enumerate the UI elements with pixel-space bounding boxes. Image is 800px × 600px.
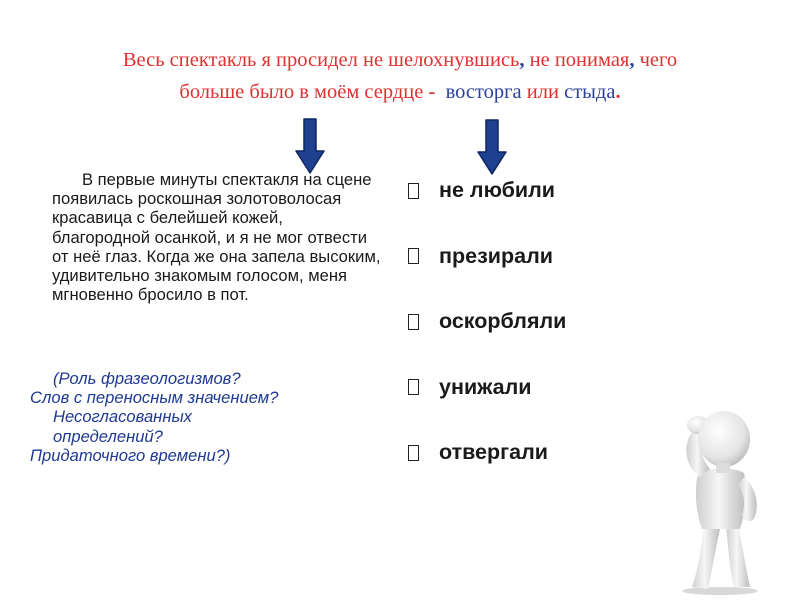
checkbox-bullet-icon bbox=[408, 379, 419, 395]
title-dash: - bbox=[428, 81, 436, 103]
synonym-list bbox=[408, 174, 668, 502]
slide-title bbox=[20, 44, 780, 108]
question-line: Несогласованных bbox=[53, 407, 192, 427]
title-highlight-delight: восторга bbox=[435, 81, 522, 103]
list-item-label: отвергали bbox=[439, 440, 548, 464]
arrow-down-icon bbox=[472, 118, 512, 178]
title-text: не понимая bbox=[524, 49, 630, 71]
title-text: или bbox=[521, 81, 565, 103]
list-item bbox=[408, 174, 668, 207]
title-text: чего bbox=[634, 49, 678, 71]
title-highlight-shame: стыда bbox=[564, 81, 616, 103]
list-item-label: унижали bbox=[439, 374, 532, 399]
list-item bbox=[408, 436, 668, 469]
question-line: (Роль фразеологизмов? bbox=[53, 369, 241, 388]
title-comma: , bbox=[629, 49, 635, 71]
text-passage bbox=[52, 170, 382, 304]
checkbox-bullet-icon bbox=[408, 183, 419, 199]
title-text: больше было в моём сердце bbox=[179, 81, 429, 103]
list-item-label: не любили bbox=[439, 178, 556, 202]
title-period: . bbox=[615, 81, 621, 103]
passage-text: В первые минуты спектакля на сцене появилась роскошная золотоволосая красавица с белейшей кожей, благородной осанкой, и я не мог отвести от неё глаз. Когда же она запела высоким, удивительно знакомым голосом, меня мгновенно бросило в пот. bbox=[52, 170, 381, 305]
checkbox-bullet-icon bbox=[408, 248, 419, 264]
list-item-label: оскорбляли bbox=[439, 309, 567, 333]
question-line: Слов с переносным значением? bbox=[30, 388, 279, 408]
question-line: Придаточного времени?) bbox=[30, 445, 231, 465]
list-item bbox=[408, 371, 668, 404]
thinking-person-icon bbox=[668, 395, 776, 595]
list-item-label: презирали bbox=[439, 243, 553, 268]
title-text: Весь спектакль я просидел не шелохнувшись bbox=[122, 49, 520, 71]
list-item bbox=[408, 305, 668, 338]
arrow-down-icon bbox=[290, 117, 330, 177]
question-line: определений? bbox=[53, 426, 163, 446]
title-line-2 bbox=[20, 76, 780, 108]
checkbox-bullet-icon bbox=[408, 314, 419, 330]
title-line-1 bbox=[20, 44, 780, 76]
checkbox-bullet-icon bbox=[408, 445, 419, 461]
analysis-questions bbox=[30, 369, 390, 465]
title-comma: , bbox=[519, 49, 525, 71]
list-item bbox=[408, 240, 668, 273]
